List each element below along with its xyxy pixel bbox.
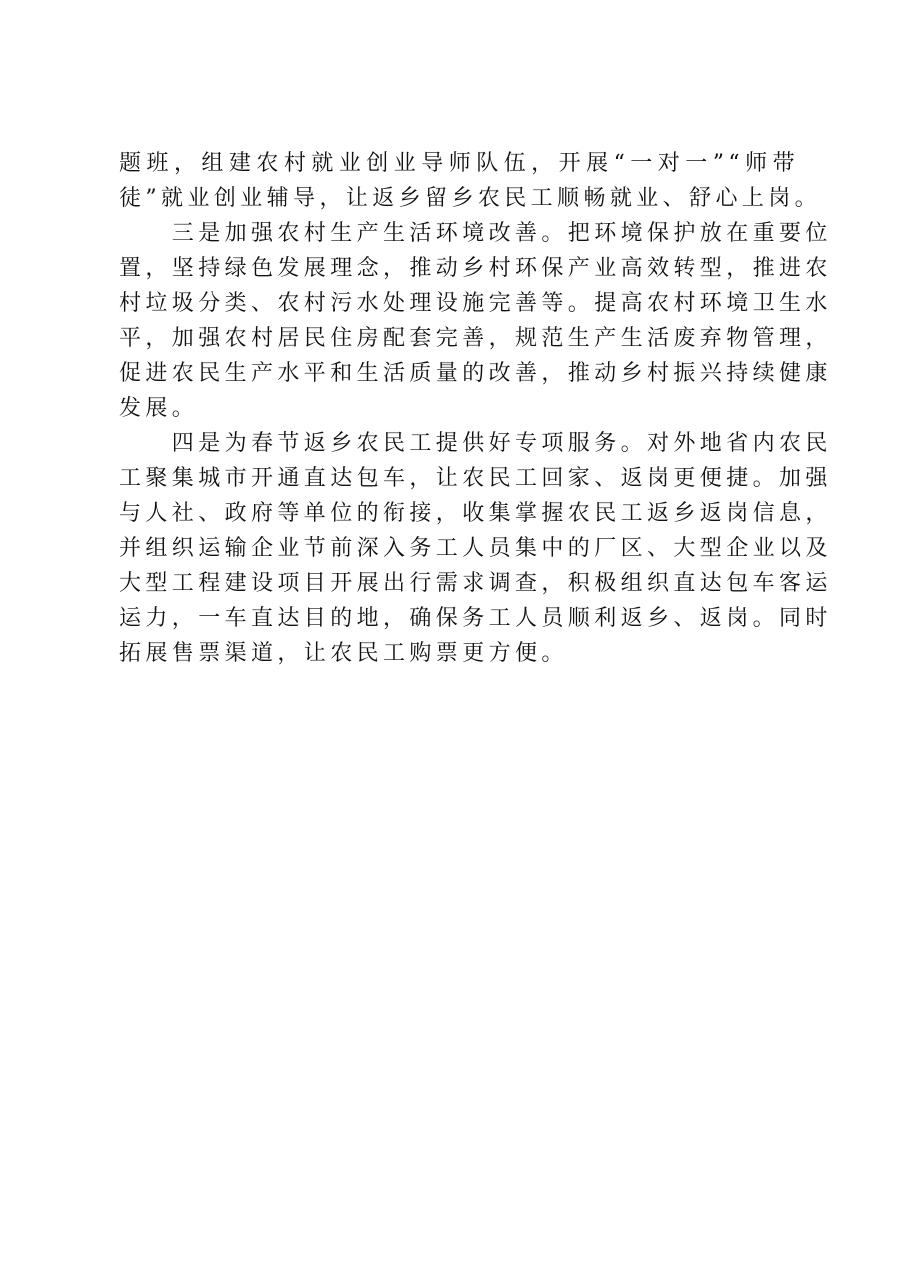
text-line: 并组织运输企业节前深入务工人员集中的厂区、大型企业以及	[119, 536, 832, 561]
text-line: 与人社、政府等单位的衔接，收集掌握农民工返乡返岗信息，	[119, 501, 832, 526]
document-body	[119, 146, 832, 671]
text-line: 徒”就业创业辅导，让返乡留乡农民工顺畅就业、舒心上岗。	[119, 186, 822, 211]
text-line: 村垃圾分类、农村污水处理设施完善等。提高农村环境卫生水	[119, 291, 832, 316]
text-line: 拓展售票渠道，让农民工购票更方便。	[119, 641, 568, 666]
text-line: 大型工程建设项目开展出行需求调查，积极组织直达包车客运	[119, 571, 832, 596]
text-line: 三是加强农村生产生活环境改善。把环境保护放在重要位	[119, 221, 832, 246]
text-line: 发展。	[119, 396, 199, 421]
text-line: 四是为春节返乡农民工提供好专项服务。对外地省内农民	[119, 431, 832, 456]
text-line: 题班，组建农村就业创业导师队伍，开展“一对一”“师带	[119, 151, 799, 176]
text-line: 平，加强农村居民住房配套完善，规范生产生活废弃物管理，	[119, 326, 832, 351]
text-line: 运力，一车直达目的地，确保务工人员顺利返乡、返岗。同时	[119, 606, 832, 631]
text-line: 置，坚持绿色发展理念，推动乡村环保产业高效转型，推进农	[119, 256, 832, 281]
text-line: 工聚集城市开通直达包车，让农民工回家、返岗更便捷。加强	[119, 466, 832, 491]
text-line: 促进农民生产水平和生活质量的改善，推动乡村振兴持续健康	[119, 361, 832, 386]
